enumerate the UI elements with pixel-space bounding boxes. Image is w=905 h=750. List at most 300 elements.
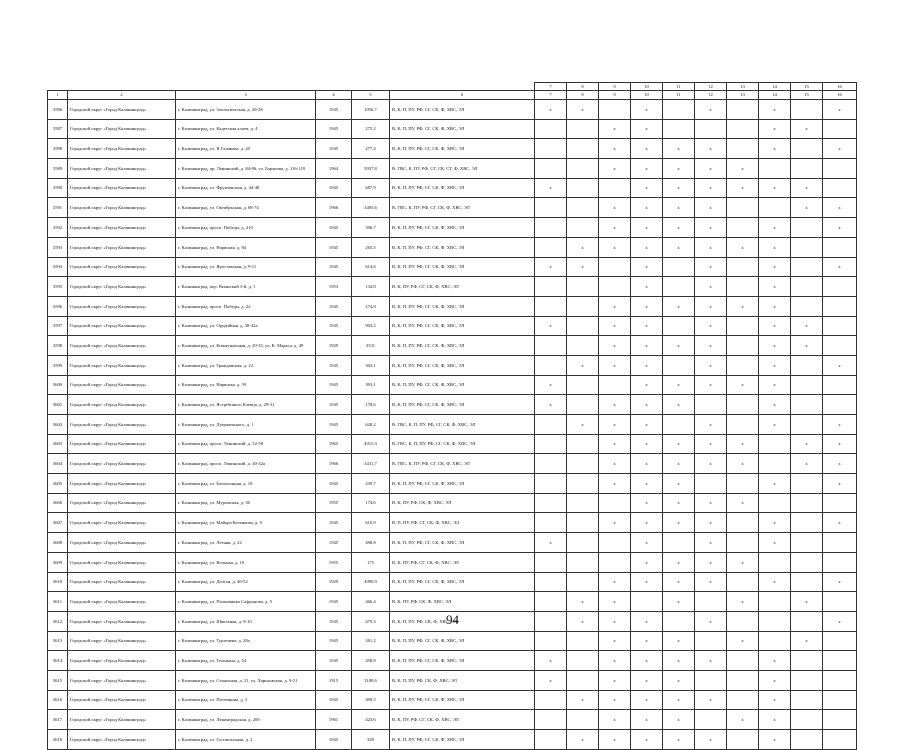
address-cell: г. Калининград, ул. Вольная, д. 19	[176, 552, 316, 572]
mark-cell	[727, 355, 759, 375]
mark-cell: х	[599, 572, 631, 592]
mark-cell	[823, 277, 857, 297]
mark-cell	[727, 670, 759, 690]
works-list-cell: В, К, П, ПУ, РФ, СГ, СК, Ф, ХВС, ЭЛ	[390, 178, 535, 198]
col-number: 8	[567, 91, 599, 100]
row-number: 3614	[48, 651, 68, 671]
mark-cell: х	[727, 159, 759, 179]
mark-cell	[535, 415, 567, 435]
row-number: 3611	[48, 592, 68, 612]
mark-cell	[823, 395, 857, 415]
mark-cell: х	[631, 513, 663, 533]
mark-cell: х	[695, 572, 727, 592]
year-cell: 1945	[316, 139, 352, 159]
district-cell: Городской округ «Город Калининград»	[68, 100, 176, 120]
mark-cell	[567, 474, 599, 494]
row-number: 3612	[48, 611, 68, 631]
year-cell: 1961	[316, 710, 352, 730]
table-row	[48, 710, 857, 730]
mark-cell	[535, 277, 567, 297]
works-list-cell: В, К, П, ПУ, РФ, СГ, СК, Ф, ХВС, ЭЛ	[390, 336, 535, 356]
mark-cell: х	[759, 139, 791, 159]
mark-cell	[727, 336, 759, 356]
mark-cell	[567, 119, 599, 139]
mark-cell: х	[663, 690, 695, 710]
mark-cell	[695, 670, 727, 690]
area-cell: 393,1	[352, 375, 390, 395]
table-row	[48, 100, 857, 120]
mark-cell	[823, 375, 857, 395]
mark-cell: х	[567, 257, 599, 277]
mark-cell	[759, 434, 791, 454]
mark-cell: х	[599, 218, 631, 238]
works-list-cell: В, К, ПУ, РФ, СГ, СК, Ф, ХВС, ЭЛ	[390, 552, 535, 572]
mark-cell: х	[599, 690, 631, 710]
mark-cell: х	[631, 237, 663, 257]
mark-cell	[791, 375, 823, 395]
mark-cell: х	[631, 434, 663, 454]
mark-cell	[791, 572, 823, 592]
mark-cell: х	[567, 730, 599, 750]
mark-cell: х	[663, 139, 695, 159]
row-number: 3599	[48, 355, 68, 375]
mark-cell: х	[631, 533, 663, 553]
mark-cell	[535, 592, 567, 612]
mark-cell	[567, 552, 599, 572]
col-number: 6	[390, 91, 535, 100]
mark-cell	[727, 218, 759, 238]
row-number: 3605	[48, 474, 68, 494]
year-cell: 1945	[316, 237, 352, 257]
district-cell: Городской округ «Город Калининград»	[68, 690, 176, 710]
mark-cell: х	[759, 296, 791, 316]
district-cell: Городской округ «Город Калининград»	[68, 178, 176, 198]
mark-cell: х	[695, 513, 727, 533]
mark-cell	[727, 415, 759, 435]
address-cell: г. Калининград, ул. Долгая, д. 46-52	[176, 572, 316, 592]
col-number: 7	[535, 91, 567, 100]
year-cell: 1945	[316, 100, 352, 120]
mark-cell: х	[567, 237, 599, 257]
mark-cell	[791, 296, 823, 316]
mark-cell	[535, 119, 567, 139]
col-number: 14	[759, 91, 791, 100]
works-list-cell: В, К, ПУ, РФ, СГ, СК, Ф, ХВС, ЭЛ	[390, 710, 535, 730]
mark-cell: х	[631, 100, 663, 120]
mark-cell: х	[631, 572, 663, 592]
mark-cell	[823, 631, 857, 651]
table-row	[48, 218, 857, 238]
mark-cell: х	[695, 415, 727, 435]
row-number: 3609	[48, 552, 68, 572]
row-number: 3600	[48, 375, 68, 395]
works-list-cell: В, П, ПУ, РФ, СГ, СК, Ф, ХВС, ЭЛ	[390, 513, 535, 533]
page-number: 94	[446, 612, 459, 627]
mark-cell: х	[599, 336, 631, 356]
mark-cell	[535, 355, 567, 375]
mark-cell: х	[663, 513, 695, 533]
year-cell: 1965	[316, 434, 352, 454]
table-row	[48, 533, 857, 553]
mark-cell	[535, 159, 567, 179]
mark-cell: х	[631, 710, 663, 730]
table-row	[48, 454, 857, 474]
year-cell: 1945	[316, 316, 352, 336]
mark-cell: х	[791, 336, 823, 356]
mark-cell: х	[631, 139, 663, 159]
mark-cell: х	[695, 336, 727, 356]
mark-cell	[663, 316, 695, 336]
mark-cell	[791, 395, 823, 415]
top-col-number: 12	[695, 83, 727, 91]
mark-cell	[599, 552, 631, 572]
mark-cell: х	[695, 257, 727, 277]
mark-cell	[535, 454, 567, 474]
mark-cell: х	[759, 375, 791, 395]
mark-cell: х	[695, 100, 727, 120]
row-number: 3589	[48, 159, 68, 179]
table-row	[48, 355, 857, 375]
mark-cell	[567, 139, 599, 159]
mark-cell: х	[631, 395, 663, 415]
mark-cell: х	[535, 533, 567, 553]
district-cell: Городской округ «Город Калининград»	[68, 415, 176, 435]
area-cell: 5937,8	[352, 159, 390, 179]
mark-cell: х	[535, 670, 567, 690]
address-cell: г. Калининград, ул. Орудийная, д. 38-42а	[176, 316, 316, 336]
table-row	[48, 474, 857, 494]
row-number: 3617	[48, 710, 68, 730]
district-cell: Городской округ «Город Калининград»	[68, 395, 176, 415]
row-number: 3602	[48, 415, 68, 435]
mark-cell: х	[663, 159, 695, 179]
mark-cell: х	[663, 237, 695, 257]
mark-cell	[535, 493, 567, 513]
mark-cell: х	[631, 552, 663, 572]
district-cell: Городской округ «Город Калининград»	[68, 237, 176, 257]
mark-cell	[567, 631, 599, 651]
address-cell: г. Калининград, ул. Тельмана, д. 54	[176, 651, 316, 671]
mark-cell: х	[695, 690, 727, 710]
table-row	[48, 296, 857, 316]
mark-cell: х	[759, 710, 791, 730]
mark-cell: х	[663, 670, 695, 690]
mark-cell	[791, 159, 823, 179]
works-list-cell: В, ГВС, К, ПУ, РФ, СГ, СК, Ф, ХВС, ЭЛ	[390, 198, 535, 218]
year-cell: 1915	[316, 670, 352, 690]
mark-cell	[823, 690, 857, 710]
area-cell: 174,6	[352, 493, 390, 513]
mark-cell	[759, 493, 791, 513]
col-number: 13	[727, 91, 759, 100]
mark-cell: х	[695, 493, 727, 513]
mark-cell: х	[695, 159, 727, 179]
mark-cell	[535, 474, 567, 494]
mark-cell	[823, 592, 857, 612]
area-cell: 178,6	[352, 395, 390, 415]
area-cell: 903,2	[352, 316, 390, 336]
mark-cell	[599, 493, 631, 513]
address-cell: г. Калининград, ул. Я Галикова, д. 20	[176, 139, 316, 159]
mark-cell	[823, 316, 857, 336]
year-cell: 1945	[316, 415, 352, 435]
mark-cell: х	[727, 592, 759, 612]
mark-cell	[823, 178, 857, 198]
mark-cell: х	[631, 316, 663, 336]
year-cell: 1945	[316, 257, 352, 277]
works-list-cell: В, К, П, ПУ, РФ, СГ, СК, Ф, ХВС, ЭЛ	[390, 730, 535, 750]
row-number: 3586	[48, 100, 68, 120]
works-list-cell: В, К, П, ПУ, РФ, СГ, СК, Ф, ХВС, ЭЛ	[390, 533, 535, 553]
mark-cell: х	[663, 592, 695, 612]
year-cell: 1945	[316, 375, 352, 395]
mark-cell: х	[663, 434, 695, 454]
works-list-cell: В, К, П, ПУ, РФ, СГ, СК, Ф, ХВС, ЭЛ	[390, 119, 535, 139]
district-cell: Городской округ «Город Калининград»	[68, 218, 176, 238]
mark-cell: х	[727, 237, 759, 257]
mark-cell	[727, 316, 759, 336]
mark-cell: х	[631, 690, 663, 710]
mark-cell: х	[631, 375, 663, 395]
address-cell: г. Калининград, ул. Ленинградская, д. 20б	[176, 710, 316, 730]
district-cell: Городской округ «Город Калининград»	[68, 257, 176, 277]
mark-cell: х	[631, 178, 663, 198]
works-list-cell: В, К, П, ПУ, РФ, СГ, СК, Ф, ХВС, ЭЛ	[390, 257, 535, 277]
mark-cell	[791, 552, 823, 572]
mark-cell: х	[791, 631, 823, 651]
works-list-cell: В, К, П, ПУ, РФ, СГ, СК, Ф, ХВС, ЭЛ	[390, 100, 535, 120]
mark-cell: х	[727, 434, 759, 454]
mark-cell: х	[695, 730, 727, 750]
mark-cell: х	[535, 178, 567, 198]
mark-cell: х	[727, 178, 759, 198]
mark-cell	[791, 100, 823, 120]
district-cell: Городской округ «Город Калининград»	[68, 119, 176, 139]
area-cell: 614,6	[352, 257, 390, 277]
mark-cell	[599, 277, 631, 297]
year-cell: 1955	[316, 552, 352, 572]
mark-cell	[791, 651, 823, 671]
row-number: 3587	[48, 119, 68, 139]
address-cell: г. Калининград, пр. Ленинский, д. 84-86, ул. Баранова, д. 116-118	[176, 159, 316, 179]
mark-cell	[663, 415, 695, 435]
mark-cell	[599, 257, 631, 277]
address-cell: г. Калининград, ул. Кадетская аллея, д. 4	[176, 119, 316, 139]
col-number: 9	[599, 91, 631, 100]
mark-cell	[791, 277, 823, 297]
table-row	[48, 139, 857, 159]
mark-cell: х	[599, 710, 631, 730]
table-row	[48, 513, 857, 533]
mark-cell: х	[791, 434, 823, 454]
mark-cell: х	[663, 178, 695, 198]
address-cell: г. Калининград, ул. Батальонная, д. 18	[176, 474, 316, 494]
mark-cell	[663, 100, 695, 120]
mark-cell: х	[663, 572, 695, 592]
col-number: 5	[352, 91, 390, 100]
area-cell: 303,1	[352, 355, 390, 375]
year-cell: 1945	[316, 533, 352, 553]
mark-cell: х	[631, 611, 663, 631]
mark-cell: х	[663, 198, 695, 218]
area-cell: 349	[352, 730, 390, 750]
mark-cell	[759, 159, 791, 179]
table-row	[48, 159, 857, 179]
row-number: 3593	[48, 237, 68, 257]
mark-cell	[727, 572, 759, 592]
mark-cell: х	[567, 690, 599, 710]
address-cell: г. Калининград, просп. Ленинский, д. 52-58	[176, 434, 316, 454]
mark-cell	[567, 454, 599, 474]
mark-cell: х	[823, 139, 857, 159]
address-cell: г. Калининград, ул. Муромская, д. 36	[176, 493, 316, 513]
mark-cell: х	[631, 415, 663, 435]
row-number: 3595	[48, 277, 68, 297]
mark-cell: х	[631, 474, 663, 494]
mark-cell: х	[631, 454, 663, 474]
address-cell: г. Калининград, ул. Гражданская, д. 22	[176, 355, 316, 375]
mark-cell	[567, 434, 599, 454]
address-cell: г. Калининград, ул. Коммунальная, д. 29-35, ул. К. Маркса, д. 49	[176, 336, 316, 356]
mark-cell	[791, 139, 823, 159]
mark-cell	[727, 395, 759, 415]
area-cell: 239,7	[352, 474, 390, 494]
top-col-number: 14	[759, 83, 791, 91]
mark-cell: х	[567, 100, 599, 120]
area-cell: 1056,7	[352, 100, 390, 120]
row-number: 3591	[48, 198, 68, 218]
mark-cell: х	[631, 730, 663, 750]
mark-cell: х	[599, 631, 631, 651]
mark-cell: х	[631, 355, 663, 375]
top-col-number: 11	[663, 83, 695, 91]
mark-cell: х	[663, 454, 695, 474]
district-cell: Городской округ «Город Калининград»	[68, 474, 176, 494]
address-cell: г. Калининград, ул. Тургенева, д. 28а	[176, 631, 316, 651]
mark-cell: х	[567, 611, 599, 631]
mark-cell: х	[695, 611, 727, 631]
works-list-cell: В, К, П, ПУ, РФ, СГ, СК, Ф, ХВС, ЭЛ	[390, 316, 535, 336]
mark-cell: х	[759, 119, 791, 139]
mark-cell	[759, 198, 791, 218]
column-numbers-row	[48, 91, 857, 100]
address-cell: г. Калининград, ул. Потемкина, д. 3	[176, 690, 316, 710]
mark-cell	[535, 552, 567, 572]
area-cell: 265,5	[352, 237, 390, 257]
area-cell: 596,7	[352, 218, 390, 238]
district-cell: Городской округ «Город Калининград»	[68, 493, 176, 513]
mark-cell: х	[663, 375, 695, 395]
address-cell: г. Калининград, ул. Зоологическая, д. 26-28	[176, 100, 316, 120]
works-list-cell: В, К, П, ПУ, РФ, СГ, СК, Ф, ХВС, ЭЛ	[390, 474, 535, 494]
top-col-number: 10	[631, 83, 663, 91]
mark-cell	[567, 159, 599, 179]
col-number: 15	[791, 91, 823, 100]
works-list-cell: В, К, П, ПУ, РФ, СГ, СК, Ф, ХВС, ЭЛ	[390, 395, 535, 415]
district-cell: Городской округ «Город Калининград»	[68, 710, 176, 730]
area-cell: 175	[352, 552, 390, 572]
row-number: 3610	[48, 572, 68, 592]
mark-cell	[727, 119, 759, 139]
mark-cell	[535, 296, 567, 316]
mark-cell	[535, 198, 567, 218]
works-list-cell: В, К, ПУ, РФ, СК, Ф, ХВС, ЭЛ	[390, 493, 535, 513]
mark-cell: х	[759, 730, 791, 750]
mark-cell: х	[599, 513, 631, 533]
mark-cell: х	[631, 257, 663, 277]
mark-cell: х	[823, 434, 857, 454]
area-cell: 4090,9	[352, 572, 390, 592]
mark-cell	[535, 513, 567, 533]
top-column-numbers-row	[48, 83, 857, 91]
address-cell: г. Калининград, ул. Нарвская, д. 84	[176, 237, 316, 257]
mark-cell: х	[759, 316, 791, 336]
mark-cell: х	[759, 336, 791, 356]
district-cell: Городской округ «Город Калининград»	[68, 670, 176, 690]
mark-cell: х	[599, 355, 631, 375]
mark-cell: х	[823, 415, 857, 435]
mark-cell: х	[695, 237, 727, 257]
table-row	[48, 415, 857, 435]
mark-cell: х	[823, 572, 857, 592]
mark-cell: х	[695, 139, 727, 159]
table-row	[48, 730, 857, 750]
mark-cell	[791, 513, 823, 533]
area-cell: 458,8	[352, 651, 390, 671]
mark-cell: х	[599, 159, 631, 179]
table-row	[48, 375, 857, 395]
district-cell: Городской округ «Город Калининград»	[68, 375, 176, 395]
mark-cell	[823, 237, 857, 257]
table-row	[48, 631, 857, 651]
mark-cell	[535, 237, 567, 257]
mark-cell: х	[759, 257, 791, 277]
mark-cell	[599, 178, 631, 198]
mark-cell	[727, 651, 759, 671]
mark-cell: х	[727, 375, 759, 395]
mark-cell: х	[695, 533, 727, 553]
mark-cell: х	[599, 454, 631, 474]
district-cell: Городской округ «Город Калининград»	[68, 277, 176, 297]
mark-cell	[791, 730, 823, 750]
mark-cell	[567, 533, 599, 553]
mark-cell: х	[535, 651, 567, 671]
mark-cell: х	[599, 730, 631, 750]
mark-cell: х	[727, 296, 759, 316]
table-row	[48, 651, 857, 671]
year-cell: 1945	[316, 690, 352, 710]
mark-cell: х	[695, 277, 727, 297]
mark-cell: х	[663, 474, 695, 494]
table-row	[48, 237, 857, 257]
address-cell: г. Калининград, ул. Майора Козенкова, д. 9	[176, 513, 316, 533]
mark-cell: х	[759, 415, 791, 435]
mark-cell	[631, 592, 663, 612]
district-cell: Городской округ «Город Калининград»	[68, 198, 176, 218]
area-cell: 3531	[352, 336, 390, 356]
mark-cell: х	[599, 237, 631, 257]
table-row	[48, 119, 857, 139]
mark-cell: х	[791, 592, 823, 612]
works-list-cell: В, К, ПУ, РФ, СГ, СК, Ф, ХВС, ЭЛ	[390, 277, 535, 297]
table-row	[48, 670, 857, 690]
area-cell: 479,3	[352, 611, 390, 631]
address-cell: г. Калининград, ул. Станочная, д. 21, ул. Харьковская, д. 9-21	[176, 670, 316, 690]
area-cell: 498,8	[352, 533, 390, 553]
district-cell: Городской округ «Город Калининград»	[68, 454, 176, 474]
address-cell: г. Калининград, ул. Полковника Софронова, д. 5	[176, 592, 316, 612]
mark-cell: х	[791, 454, 823, 474]
